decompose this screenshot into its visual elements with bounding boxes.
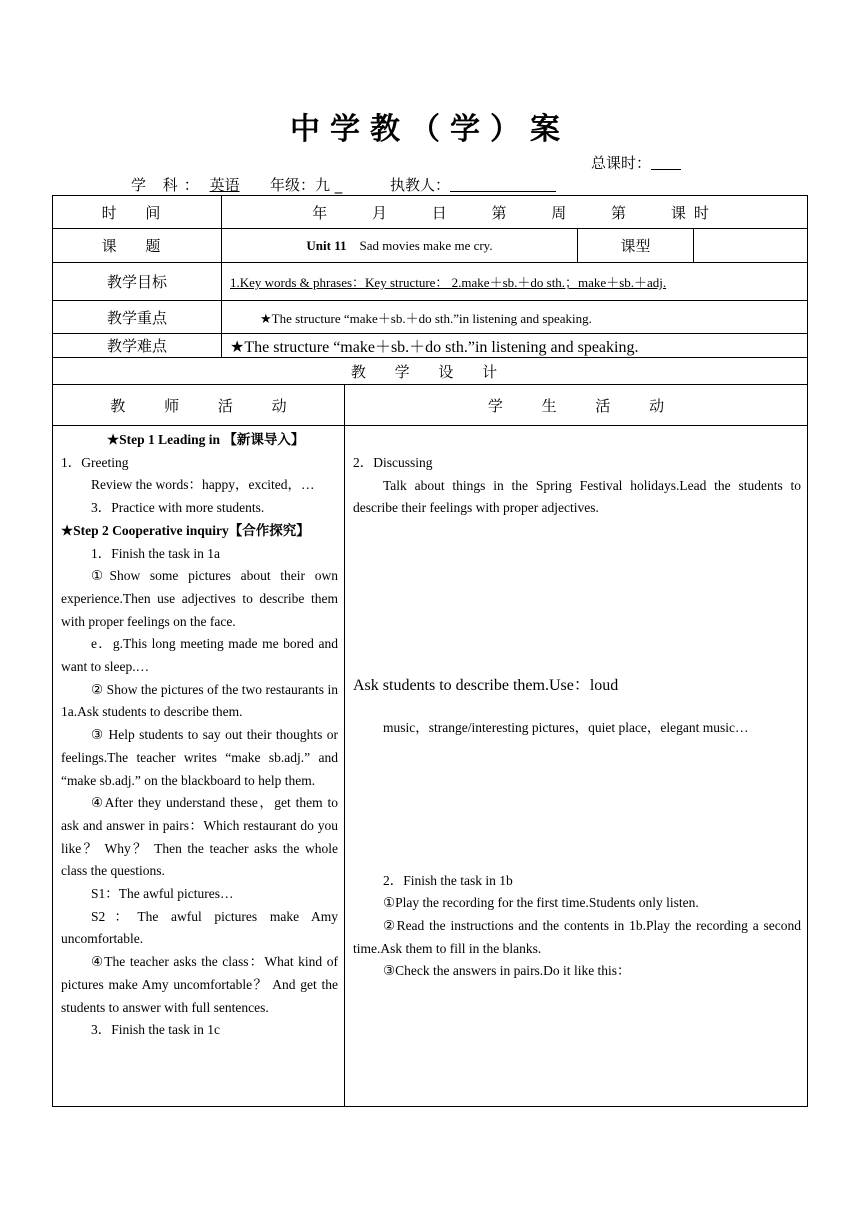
teacher-field — [390, 174, 556, 195]
topic-row — [53, 229, 808, 263]
list-item: ④After they understand these，get them to ask and answer in pairs：Which restaurant do you like？ Why？ Then the teacher asks the whole class the questions. — [61, 795, 338, 879]
activities-row — [53, 426, 808, 1107]
goals-value: 1.Key words & phrases：Key structure： 2.make＋sb.＋do sth.；make＋sb.＋adj. — [222, 263, 808, 301]
list-item: ①Show some pictures about their own experience.Then use adjectives to describe them with proper feelings on the face. — [61, 568, 338, 629]
difficulty-label: 教学难点 — [53, 334, 222, 358]
list-item: S1：The awful pictures… — [91, 886, 234, 902]
list-item: ★Step 1 Leading in 【新课导入】 — [107, 432, 305, 447]
list-item: 3．Finish the task in 1c — [91, 1022, 220, 1038]
goals-row — [53, 263, 808, 301]
list-item: e．g.This long meeting made me bored and want to sleep.… — [61, 636, 338, 675]
list-item: 2．Finish the task in 1b — [383, 872, 513, 888]
goals-label: 教学目标 — [53, 263, 222, 301]
list-item: ③Check the answers in pairs.Do it like this： — [383, 963, 631, 979]
topic-unit: Unit 11 — [306, 237, 347, 253]
list-item: ①Play the recording for the first time.Students only listen. — [383, 895, 699, 911]
list-item: ★Step 2 Cooperative inquiry【合作探究】 — [61, 522, 310, 538]
grade-field: 年级：九 _ — [270, 176, 343, 194]
student-activities — [345, 426, 808, 1107]
teacher-activities — [53, 426, 345, 1107]
lesson-plan-table — [52, 195, 808, 1107]
subject-field — [131, 174, 240, 195]
time-value: 年 月 日 第 周 第 课时 — [222, 196, 808, 229]
total-lessons-label: 总课时： — [591, 154, 652, 172]
focus-row — [53, 301, 808, 334]
list-item: 2．Discussing — [353, 455, 433, 470]
list-item: 3．Practice with more students. — [91, 500, 265, 516]
teacher-blank — [450, 177, 556, 192]
teacher-label: 执教人： — [390, 176, 451, 194]
list-item: ④The teacher asks the class：What kind of pictures make Amy uncomfortable？ And get the students to answer with full sentences. — [61, 954, 338, 1015]
list-item: ③ Help students to say out their thoughts or feelings.The teacher writes “make sb.adj.” and “make sb.adj.” on the blackboard to help them. — [61, 727, 338, 788]
page-title: 中学教（学）案 — [290, 112, 570, 147]
focus-label: 教学重点 — [53, 301, 222, 334]
list-item: Ask students to describe them.Use：loud — [353, 677, 619, 695]
topic-label: 课 题 — [53, 229, 222, 263]
difficulty-row — [53, 334, 808, 358]
list-item: ②Read the instructions and the contents in 1b.Play the recording a second time.Ask them to fill in the blanks. — [353, 917, 802, 956]
list-item: ② Show the pictures of the two restaurants in 1a.Ask students to describe them. — [61, 681, 338, 720]
type-label: 课型 — [578, 229, 694, 263]
list-item: music，strange/interesting pictures，quiet place，elegant music… — [383, 719, 749, 735]
teacher-col-header: 教 师 活 动 — [53, 385, 345, 426]
topic-title: Sad movies make me cry. — [359, 237, 493, 253]
subject-value: 英语 — [209, 176, 240, 194]
total-lessons — [591, 152, 681, 173]
activity-header-row — [53, 385, 808, 426]
design-header: 教 学 设 计 — [53, 358, 808, 385]
focus-value: ★The structure “make＋sb.＋do sth.”in listening and speaking. — [222, 301, 808, 334]
type-value — [694, 229, 808, 263]
grade-label: 年级：九 — [270, 176, 331, 194]
design-header-row — [53, 358, 808, 385]
student-col-header: 学 生 活 动 — [345, 385, 808, 426]
total-lessons-blank — [651, 155, 681, 170]
list-item: 1．Greeting — [61, 454, 129, 470]
list-item: Talk about things in the Spring Festival holidays.Lead the students to describe their feelings with proper adjectives. — [353, 477, 802, 516]
list-item: 1．Finish the task in 1a — [91, 545, 220, 561]
subject-label: 学 科： — [131, 176, 205, 194]
difficulty-value: ★The structure “make＋sb.＋do sth.”in listening and speaking. — [222, 334, 808, 358]
list-item: S2：The awful pictures make Amy uncomfortable. — [61, 908, 338, 947]
time-label: 时 间 — [53, 196, 222, 229]
list-item: Review the words：happy，excited，… — [91, 477, 315, 493]
topic-value — [222, 229, 578, 263]
time-row — [53, 196, 808, 229]
